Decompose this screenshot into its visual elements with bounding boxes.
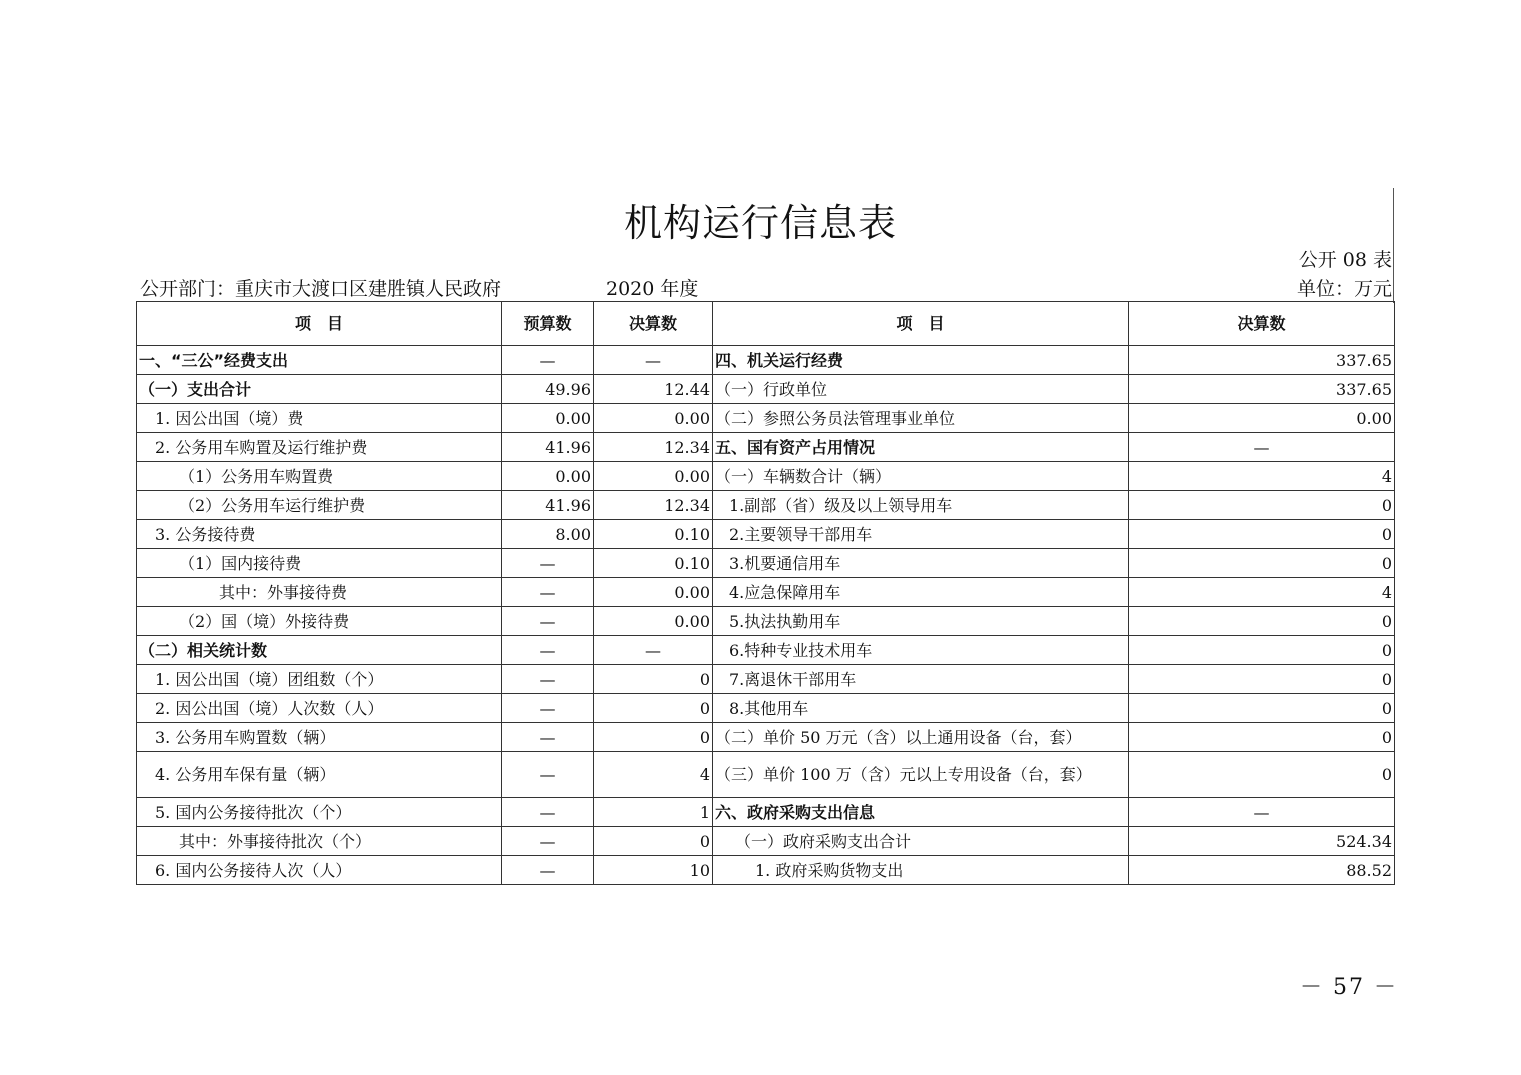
right-item: 1.副部（省）级及以上领导用车	[713, 491, 1129, 520]
right-value: 4	[1129, 462, 1395, 491]
right-item: （一）车辆数合计（辆）	[713, 462, 1129, 491]
table-row	[137, 375, 1395, 404]
final-value: 0.00	[594, 578, 713, 607]
final-value: 0.10	[594, 549, 713, 578]
right-value: 337.65	[1129, 375, 1395, 404]
right-item: 6.特种专业技术用车	[713, 636, 1129, 665]
table-row	[137, 578, 1395, 607]
right-item: 3.机要通信用车	[713, 549, 1129, 578]
budget-value: 0.00	[502, 462, 594, 491]
left-item: 一、“三公”经费支出	[137, 346, 502, 375]
right-value: 0	[1129, 752, 1395, 798]
header-left-item: 项 目	[137, 302, 502, 346]
left-item: 其中：外事接待费	[137, 578, 502, 607]
budget-value: 49.96	[502, 375, 594, 404]
right-value: 0	[1129, 549, 1395, 578]
table-row	[137, 491, 1395, 520]
right-value: 0	[1129, 636, 1395, 665]
page-number: － 57 －	[1300, 975, 1398, 1000]
page-title: 机构运行信息表	[623, 201, 897, 245]
right-item: 五、国有资产占用情况	[713, 433, 1129, 462]
budget-value: 41.96	[502, 491, 594, 520]
table-row	[137, 723, 1395, 752]
left-item: （一）支出合计	[137, 375, 502, 404]
left-item: 4. 公务用车保有量（辆）	[137, 752, 502, 798]
final-value: 12.34	[594, 433, 713, 462]
right-item: 8.其他用车	[713, 694, 1129, 723]
right-value: 88.52	[1129, 856, 1395, 885]
right-value: 337.65	[1129, 346, 1395, 375]
right-item: （一）行政单位	[713, 375, 1129, 404]
right-value: 0	[1129, 694, 1395, 723]
table-row	[137, 549, 1395, 578]
header-final-left: 决算数	[594, 302, 713, 346]
left-item: 2. 因公出国（境）人次数（人）	[137, 694, 502, 723]
budget-value: —	[502, 723, 594, 752]
final-value: 0.00	[594, 462, 713, 491]
final-value: 10	[594, 856, 713, 885]
right-item: 1. 政府采购货物支出	[713, 856, 1129, 885]
left-item: （1）国内接待费	[137, 549, 502, 578]
right-value: —	[1129, 433, 1395, 462]
final-value: 12.44	[594, 375, 713, 404]
table-row	[137, 462, 1395, 491]
right-item: （三）单价 100 万（含）元以上专用设备（台，套）	[713, 752, 1129, 798]
left-item: （2）公务用车运行维护费	[137, 491, 502, 520]
budget-value: —	[502, 549, 594, 578]
table-row	[137, 665, 1395, 694]
right-value: 0.00	[1129, 404, 1395, 433]
right-item: （二）参照公务员法管理事业单位	[713, 404, 1129, 433]
right-item: （二）单价 50 万元（含）以上通用设备（台，套）	[713, 723, 1129, 752]
left-item: （1）公务用车购置费	[137, 462, 502, 491]
budget-value: —	[502, 636, 594, 665]
left-item: 2. 公务用车购置及运行维护费	[137, 433, 502, 462]
table-row	[137, 694, 1395, 723]
left-item: 1. 因公出国（境）团组数（个）	[137, 665, 502, 694]
right-value: 4	[1129, 578, 1395, 607]
table-row	[137, 346, 1395, 375]
left-item: 3. 公务用车购置数（辆）	[137, 723, 502, 752]
budget-value: 0.00	[502, 404, 594, 433]
final-value: 0	[594, 723, 713, 752]
final-value: 1	[594, 798, 713, 827]
right-value: 0	[1129, 723, 1395, 752]
final-value: 4	[594, 752, 713, 798]
budget-value: —	[502, 752, 594, 798]
final-value: —	[594, 636, 713, 665]
final-value: 0.00	[594, 404, 713, 433]
right-item: 2.主要领导干部用车	[713, 520, 1129, 549]
right-item: 5.执法执勤用车	[713, 607, 1129, 636]
budget-value: 41.96	[502, 433, 594, 462]
left-item: 1. 因公出国（境）费	[137, 404, 502, 433]
table-row	[137, 856, 1395, 885]
budget-value: —	[502, 665, 594, 694]
right-value: 0	[1129, 607, 1395, 636]
budget-value: —	[502, 694, 594, 723]
final-value: 0	[594, 827, 713, 856]
table-row	[137, 752, 1395, 798]
table-row	[137, 798, 1395, 827]
table-row	[137, 433, 1395, 462]
table-row	[137, 520, 1395, 549]
left-item: （二）相关统计数	[137, 636, 502, 665]
year-label: 2020 年度	[606, 278, 699, 300]
left-item: 3. 公务接待费	[137, 520, 502, 549]
right-item: 7.离退休干部用车	[713, 665, 1129, 694]
right-value: 0	[1129, 520, 1395, 549]
final-value: 0.00	[594, 607, 713, 636]
budget-value: —	[502, 798, 594, 827]
final-value: —	[594, 346, 713, 375]
table-header-row	[137, 302, 1395, 346]
right-item: 4.应急保障用车	[713, 578, 1129, 607]
department-label: 公开部门：重庆市大渡口区建胜镇人民政府	[140, 278, 502, 300]
table-row	[137, 636, 1395, 665]
left-item: 6. 国内公务接待人次（人）	[137, 856, 502, 885]
right-value: 0	[1129, 491, 1395, 520]
final-value: 0	[594, 665, 713, 694]
unit-label: 单位：万元	[1296, 278, 1392, 300]
header-right-item: 项 目	[713, 302, 1129, 346]
right-value: —	[1129, 798, 1395, 827]
right-item: 四、机关运行经费	[713, 346, 1129, 375]
final-value: 0.10	[594, 520, 713, 549]
right-value: 0	[1129, 665, 1395, 694]
header-budget: 预算数	[502, 302, 594, 346]
budget-value: —	[502, 827, 594, 856]
form-code: 公开 08 表	[1298, 249, 1392, 271]
final-value: 0	[594, 694, 713, 723]
budget-value: —	[502, 346, 594, 375]
table-row	[137, 607, 1395, 636]
budget-value: —	[502, 607, 594, 636]
right-item: 六、政府采购支出信息	[713, 798, 1129, 827]
header-final-right: 决算数	[1129, 302, 1395, 346]
left-item: （2）国（境）外接待费	[137, 607, 502, 636]
table-row	[137, 404, 1395, 433]
budget-value: —	[502, 578, 594, 607]
institution-operation-table	[136, 301, 1395, 885]
final-value: 12.34	[594, 491, 713, 520]
budget-value: —	[502, 856, 594, 885]
table-row	[137, 827, 1395, 856]
left-item: 5. 国内公务接待批次（个）	[137, 798, 502, 827]
budget-value: 8.00	[502, 520, 594, 549]
right-item: （一）政府采购支出合计	[713, 827, 1129, 856]
left-item: 其中：外事接待批次（个）	[137, 827, 502, 856]
right-value: 524.34	[1129, 827, 1395, 856]
